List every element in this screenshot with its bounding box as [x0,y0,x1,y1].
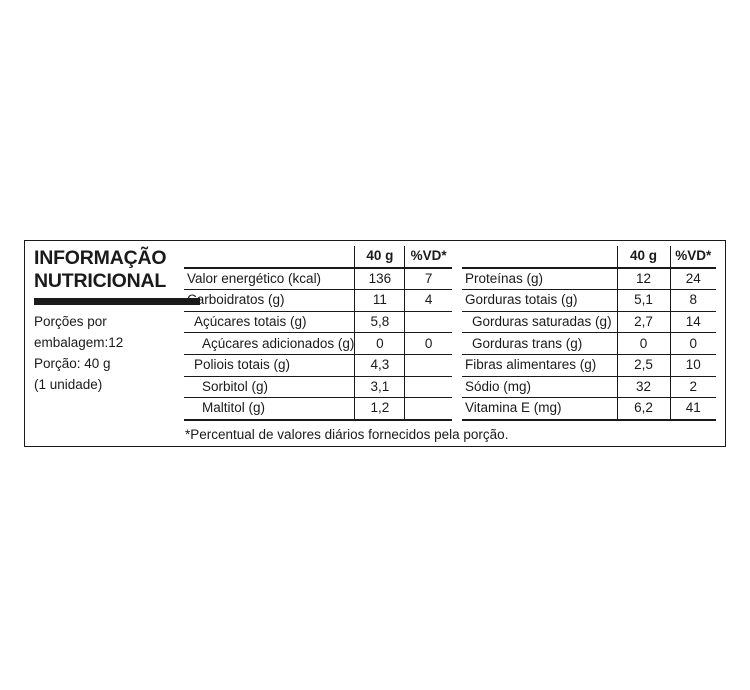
nutrient-amount: 136 [355,268,405,290]
portion-line: Porção: 40 g [34,356,111,371]
header-name [184,246,355,268]
nutrient-name: Gorduras saturadas (g) [462,311,617,333]
title-bar [34,298,200,305]
nutrient-amount: 4,3 [355,354,405,376]
title-line-2: NUTRICIONAL [34,270,167,292]
nutrient-vd: 4 [405,290,452,312]
nutrient-name: Valor energético (kcal) [187,270,322,286]
nutrient-vd [405,398,452,420]
header-vd: %VD* [405,246,452,268]
table-row [462,333,716,355]
table-row [184,376,452,398]
header-vd: %VD* [670,246,716,268]
nutrient-name: Açúcares adicionados (g) [184,333,355,355]
header-amount: 40 g [355,246,405,268]
portion-line: embalagem:12 [34,335,124,350]
table-row [462,354,716,376]
nutrient-vd [405,311,452,333]
nutrient-amount: 2,5 [617,354,670,376]
table-header-row [184,246,452,268]
nutrient-vd: 41 [670,398,716,420]
nutrient-vd: 8 [670,290,716,312]
nutrient-name: Sódio (mg) [462,376,617,398]
portion-line: (1 unidade) [34,377,103,392]
nutrient-table-left [184,246,452,421]
nutrient-amount: 6,2 [617,398,670,420]
portion-info [34,311,123,395]
table-row [184,290,452,312]
table-row [184,311,452,333]
nutrient-vd: 2 [670,376,716,398]
table-row [462,290,716,312]
nutrient-vd: 24 [670,268,716,290]
nutrient-name: Maltitol (g) [184,398,355,420]
nutrient-name: Sorbitol (g) [184,376,355,398]
header-amount: 40 g [617,246,670,268]
table-row [462,268,716,290]
table-row [184,268,452,290]
nutrient-amount: 32 [617,376,670,398]
nutrient-vd [405,354,452,376]
title-line-1: INFORMAÇÃO [34,247,167,269]
table-row [462,311,716,333]
nutrient-vd: 10 [670,354,716,376]
table-row [462,376,716,398]
header-name [462,246,617,268]
footnote: *Percentual de valores diários fornecidos pela porção. [185,427,509,442]
nutrient-vd: 7 [405,268,452,290]
nutrient-name: Poliois totais (g) [184,354,355,376]
portion-line: Porções por [34,314,107,329]
nutrient-amount: 2,7 [617,311,670,333]
nutrition-facts-panel [24,240,726,447]
nutrient-name: Gorduras totais (g) [462,290,617,312]
nutrient-amount: 5,8 [355,311,405,333]
nutrient-amount: 1,2 [355,398,405,420]
nutrient-name: Açúcares totais (g) [184,311,355,333]
nutrient-vd: 14 [670,311,716,333]
nutrient-table-right [462,246,716,421]
nutrient-vd: 0 [405,333,452,355]
table-header-row [462,246,716,268]
nutrient-vd [405,376,452,398]
label-title [34,247,166,293]
table-row [462,398,716,420]
table-row [184,333,452,355]
table-row [184,398,452,420]
nutrient-amount: 3,1 [355,376,405,398]
nutrient-name: Vitamina E (mg) [462,398,617,420]
nutrient-vd: 0 [670,333,716,355]
nutrient-name: Proteínas (g) [465,270,544,286]
nutrient-amount: 11 [355,290,405,312]
nutrient-name: Carboidratos (g) [184,290,355,312]
nutrient-name: Gorduras trans (g) [462,333,617,355]
nutrient-amount: 5,1 [617,290,670,312]
nutrient-amount: 0 [617,333,670,355]
nutrient-amount: 0 [355,333,405,355]
nutrient-name: Fibras alimentares (g) [462,354,617,376]
nutrient-amount: 12 [617,268,670,290]
table-row [184,354,452,376]
